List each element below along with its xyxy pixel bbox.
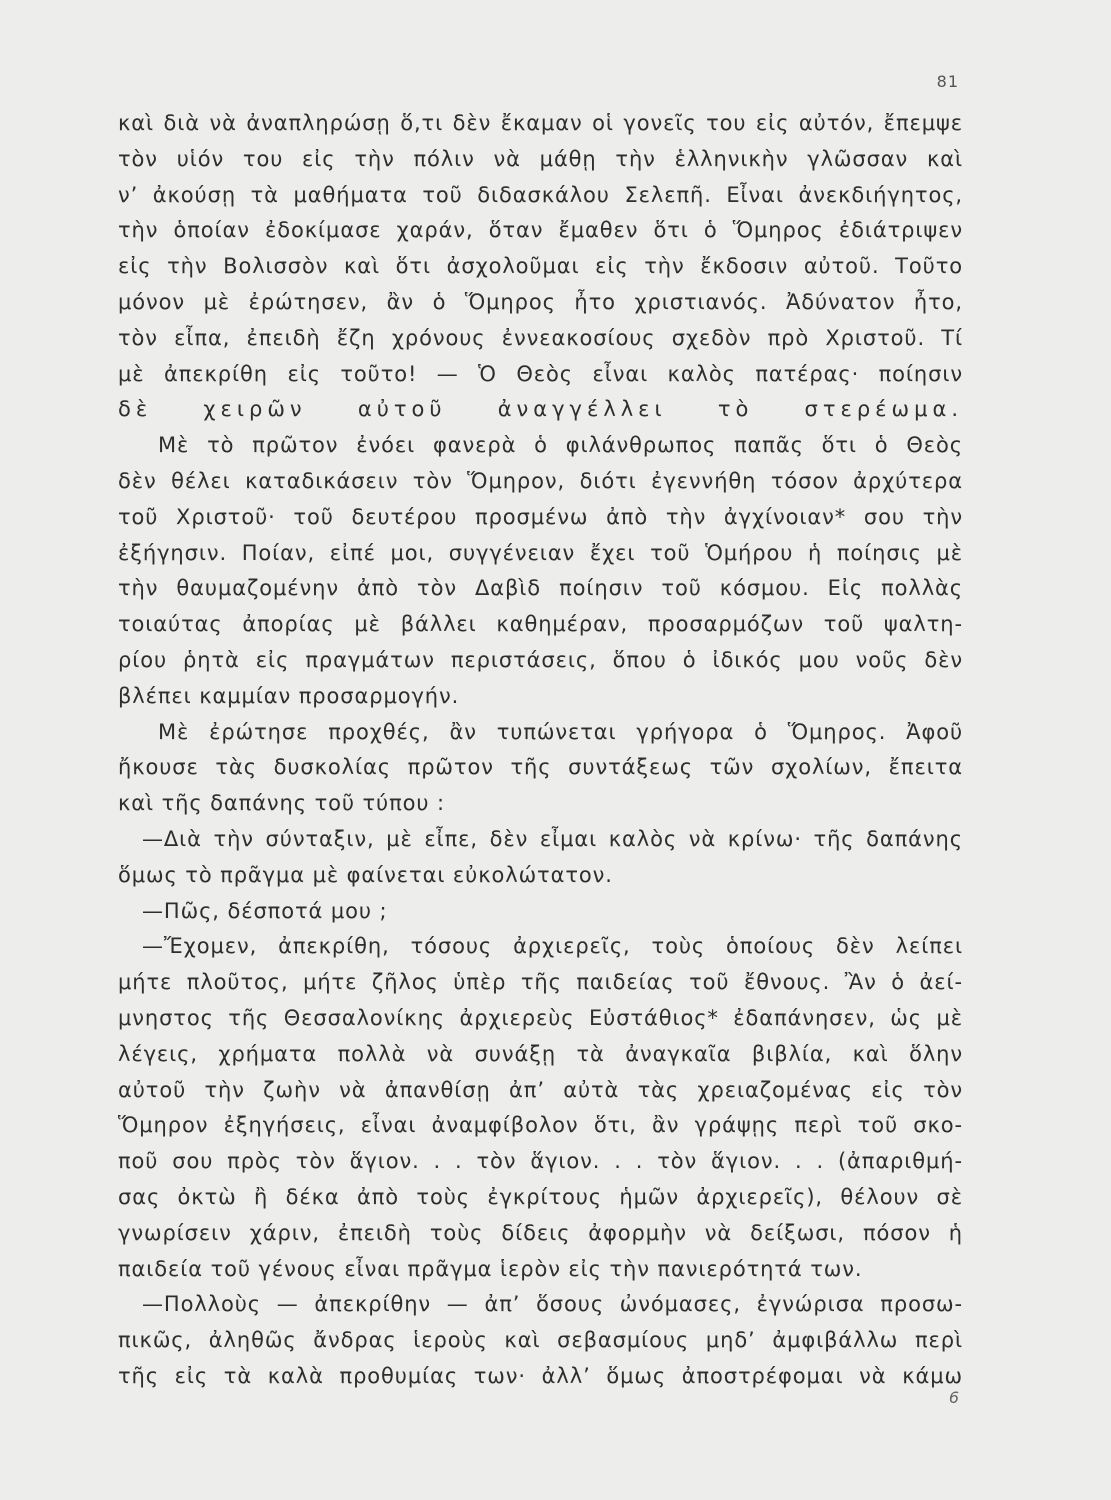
text-line: ρίου ῥητὰ εἰς πραγμάτων περιστάσεις, ὅπου ὁ ἰδικός μου νοῦς δὲν [118,647,963,672]
text-line: ἤκουσε τὰς δυσκολίας πρῶτον τῆς συντάξεως τῶν σχολίων, ἔπειτα [118,755,963,780]
text-line: τὸν εἶπα, ἐπειδὴ ἔζη χρόνους ἐννεακοσίους σχεδὸν πρὸ Χριστοῦ. Τί [118,325,963,350]
text-line: ὅμως τὸ πρᾶγμα μὲ φαίνεται εὐκολώτατον. [118,862,613,887]
text-line: τὴν θαυμαζομένην ἀπὸ τὸν Δαβὶδ ποίησιν τοῦ κόσμου. Εἰς πολλὰς [118,576,963,601]
text-line: ν’ ἀκούσῃ τὰ μαθήματα τοῦ διδασκάλου Σελεπῆ. Εἶναι ἀνεκδιήγητος, [118,182,963,207]
text-line: Ὅμηρον ἐξηγήσεις, εἶναι ἀναμφίβολον ὅτι, ἂν γράψῃς περὶ τοῦ σκο- [118,1113,963,1138]
text-line: παιδεία τοῦ γένους εἶναι πρᾶγμα ἱερὸν εἰς τὴν πανιερότητά των. [118,1256,863,1281]
text-line: αὐτοῦ τὴν ζωὴν νὰ ἀπανθίσῃ ἀπ’ αὐτὰ τὰς χρειαζομένας εἰς τὸν [118,1077,963,1102]
text-line: βλέπει καμμίαν προσαρμογήν. [118,683,460,708]
text-line: ἐξήγησιν. Ποίαν, εἰπέ μοι, συγγένειαν ἔχει τοῦ Ὁμήρου ἡ ποίησις μὲ [118,540,963,565]
text-line: δὲν θέλει καταδικάσειν τὸν Ὅμηρον, διότι ἐγεννήθη τόσον ἀρχύτερα [118,468,963,493]
text-line-dialogue: —Ἔχομεν, ἀπεκρίθη, τόσους ἀρχιερεῖς, τοὺς ὁποίους δὲν λείπει [142,934,963,959]
text-line: μήτε πλοῦτος, μήτε ζῆλος ὑπὲρ τῆς παιδείας τοῦ ἔθνους. Ἂν ὁ ἀεί- [118,970,963,995]
text-line: σας ὀκτὼ ἢ δέκα ἀπὸ τοὺς ἐγκρίτους ἡμῶν ἀρχιερεῖς), θέλουν σὲ [118,1184,963,1209]
body-text [118,106,963,1395]
text-line: γνωρίσειν χάριν, ἐπειδὴ τοὺς δίδεις ἀφορμὴν νὰ δείξωσι, πόσον ἡ [118,1220,963,1245]
text-line: τοῦ Χριστοῦ· τοῦ δευτέρου προσμένω ἀπὸ τὴν ἀγχίνοιαν* σου τὴν [118,504,963,529]
text-line: Μὲ τὸ πρῶτον ἐνόει φανερὰ ὁ φιλάνθρωπος παπᾶς ὅτι ὁ Θεὸς [158,433,963,458]
signature-mark: 6 [948,1388,959,1407]
text-line: πικῶς, ἀληθῶς ἄνδρας ἱεροὺς καὶ σεβασμίους μηδ’ ἀμφιβάλλω περὶ [118,1328,963,1353]
text-line: καὶ διὰ νὰ ἀναπληρώσῃ ὅ,τι δὲν ἔκαμαν οἱ γονεῖς του εἰς αὐτόν, ἔπεμψε [118,111,963,135]
text-line: μόνον μὲ ἐρώτησεν, ἂν ὁ Ὅμηρος ἦτο χριστιανός. Ἀδύνατον ἦτο, [118,289,963,314]
text-line: μὲ ἀπεκρίθη εἰς τοῦτο! — Ὁ Θεὸς εἶναι καλὸς πατέρας· ποίησιν [118,361,963,386]
text-line: μνηστος τῆς Θεσσαλονίκης ἀρχιερεὺς Εὐστάθιος* ἐδαπάνησεν, ὡς μὲ [118,1005,963,1030]
text-line: τὸν υἱόν του εἰς τὴν πόλιν νὰ μάθῃ τὴν ἑλληνικὴν γλῶσσαν καὶ [118,146,963,171]
text-line-dialogue: —Πολλοὺς — ἀπεκρίθην — ἀπ’ ὅσους ὠνόμασες, ἐγνώρισα προσω- [142,1292,963,1317]
text-line-quotation: δὲ χειρῶν αὐτοῦ ἀναγγέλλει τὸ στερέωμα. [118,397,963,422]
text-line: τοιαύτας ἀπορίας μὲ βάλλει καθημέραν, προσαρμόζων τοῦ ψαλτη- [118,612,963,637]
text-line: καὶ τῆς δαπάνης τοῦ τύπου : [118,791,445,816]
text-line-dialogue: —Πῶς, δέσποτά μου ; [142,898,388,923]
text-line: ποῦ σου πρὸς τὸν ἅγιον. . . τὸν ἅγιον. . . τὸν ἅγιον. . . (ἀπαριθμή- [118,1149,963,1174]
text-line: εἰς τὴν Βολισσὸν καὶ ὅτι ἀσχολοῦμαι εἰς τὴν ἔκδοσιν αὐτοῦ. Τοῦτο [118,254,963,279]
text-line-dialogue: —Διὰ τὴν σύνταξιν, μὲ εἶπε, δὲν εἶμαι καλὸς νὰ κρίνω· τῆς δαπάνης [142,826,963,851]
text-line: τὴν ὁποίαν ἐδοκίμασε χαράν, ὅταν ἔμαθεν ὅτι ὁ Ὅμηρος ἐδιάτριψεν [118,218,963,243]
text-line: Μὲ ἐρώτησε προχθές, ἂν τυπώνεται γρήγορα ὁ Ὅμηρος. Ἀφοῦ [158,719,963,744]
text-line: λέγεις, χρήματα πολλὰ νὰ συνάξῃ τὰ ἀναγκαῖα βιβλία, καὶ ὅλην [118,1041,963,1066]
page-number: 81 [936,72,959,91]
text-line: τῆς εἰς τὰ καλὰ προθυμίας των· ἀλλ’ ὅμως ἀποστρέφομαι νὰ κάμω [118,1363,963,1388]
